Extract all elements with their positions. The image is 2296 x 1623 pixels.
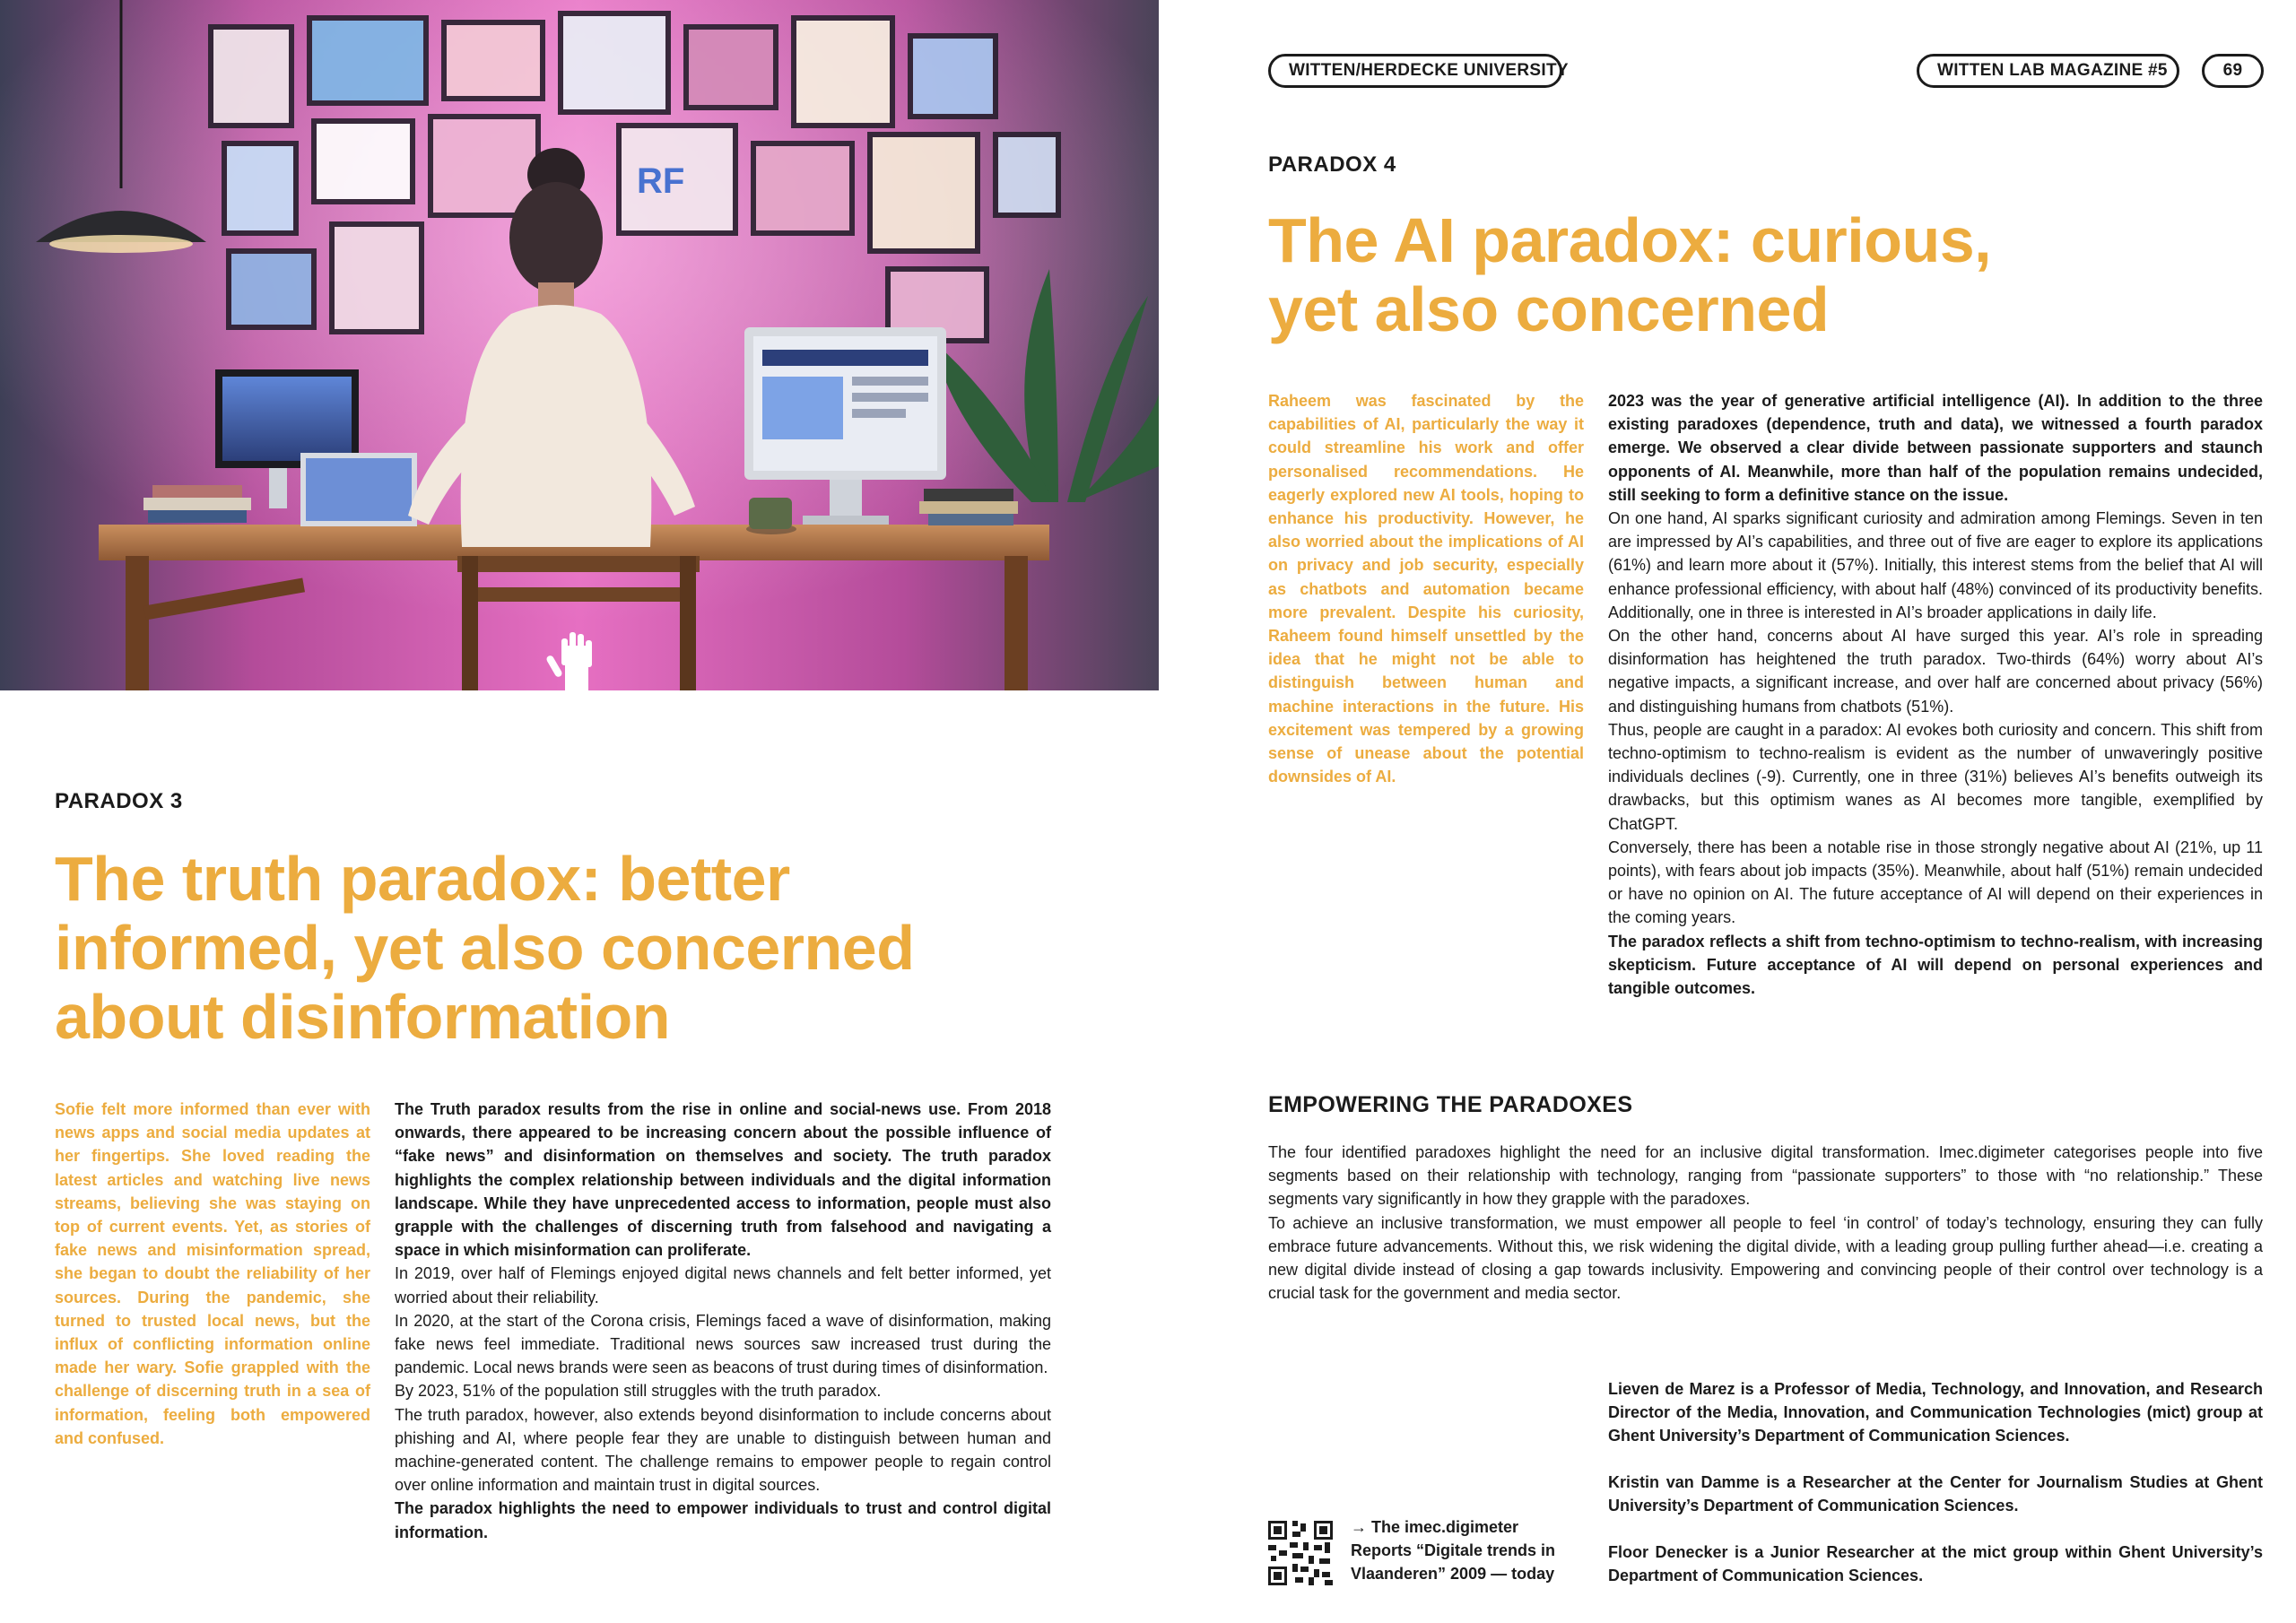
paradox3-paragraph: The truth paradox, however, also extends beyond disinformation to include concerns about phishing and AI, where people fear they are unable to distinguish between human and machine-generated content. The challenge remains to empower people to regain control over online information and maintain trust in digital sources. bbox=[395, 1405, 1051, 1495]
paradox3-intro: The Truth paradox results from the rise in online and social-news use. From 2018 onwards, there appeared to be increasing concern about the possible influence of “fake news” and disinformation on themselves and society. The truth paradox highlights the complex relationship between individuals and the digital information landscape. While they have unprecedented access to information, people must also grapple with the challenges of discerning truth from falsehood and navigating a space in which misinformation can proliferate. bbox=[395, 1100, 1051, 1260]
paradox3-conclusion: The paradox highlights the need to empower individuals to trust and control digital information. bbox=[395, 1499, 1051, 1541]
headline-line: The AI paradox: curious, bbox=[1268, 205, 1992, 275]
paradox3-paragraph: By 2023, 51% of the population still struggles with the truth paradox. bbox=[395, 1382, 882, 1401]
empowering-paragraph: To achieve an inclusive transformation, we must empower all people to feel ‘in control’ of today’s technology, ensuring they can fully embrace future advancements. Without this, we risk widening the digital divide, with a leading group pulling further ahead—i.e. creating a new digital divide instead of closing a gap towards inclusivity. Empowering and convincing people of their control over technology is a crucial task for the government and media sector. bbox=[1268, 1213, 2263, 1303]
author-bio: Floor Denecker is a Junior Researcher at the mict group within Ghent University’s Department of Communication Sciences. bbox=[1608, 1543, 2263, 1585]
paradox4-paragraph: On one hand, AI sparks significant curiosity and admiration among Flemings. Seven in ten are impressed by AI’s capabilities, and three out of five are eager to explore its applications (61%) and learn more about it (57%). Initially, this interest stems from the belief that AI will enhance professional efficiency, with about half (48%) convinced of its productivity benefits. Additionally, one in three is interested in AI’s broader applications in daily life. bbox=[1608, 509, 2263, 621]
paradox4-paragraph: On the other hand, concerns about AI have surged this year. AI’s role in spreading disinformation has heightened the truth paradox. Two-thirds (64%) worry about AI’s negative impacts, a significant increase, and over half are concerned about privacy (56%) and distinguishing humans from chatbots (51%). bbox=[1608, 627, 2263, 716]
author-bio: Lieven de Marez is a Professor of Media, Technology, and Innovation, and Research Director of the Media, Innovation, and Communication Technologies (mict) group at Ghent University’s Department of Communication Sciences. bbox=[1608, 1380, 2263, 1445]
paradox3-kicker: PARADOX 3 bbox=[55, 789, 183, 813]
empowering-heading: EMPOWERING THE PARADOXES bbox=[1268, 1092, 1633, 1117]
paradox3-headline bbox=[55, 845, 1086, 1052]
paradox3-body bbox=[395, 1098, 1051, 1544]
laptop bbox=[300, 453, 417, 526]
paradox4-kicker: PARADOX 4 bbox=[1268, 152, 1396, 177]
paradox4-intro: 2023 was the year of generative artificial intelligence (AI). In addition to the three existing paradoxes (dependence, truth and data), we witnessed a fourth paradox emerge. We observed a clear divide between passionate supporters and staunch opponents of AI. Meanwhile, more than half of the population remains undecided, still seeking to form a definitive stance on the issue. bbox=[1608, 392, 2263, 504]
paradox4-paragraph: Thus, people are caught in a paradox: AI evokes both curiosity and concern. This shift from techno-optimism to techno-realism is evident as the number of unwaveringly positive individuals declines (-9). Currently, one in three (31%) believes AI’s benefits outweigh its drawbacks, but this optimism wanes as AI becomes more tangible, exemplified by ChatGPT. bbox=[1608, 720, 2263, 833]
paradox4-paragraph: Conversely, there has been a notable rise in those strongly negative about AI (21%, up 11 points), with fears about job impacts (35%). Meanwhile, about half (51%) remain undecided or have no opinion on AI. The future acceptance of AI will depend on their experiences in the coming years. bbox=[1608, 838, 2263, 927]
empowering-body bbox=[1268, 1141, 2263, 1305]
empowering-paragraph: The four identified paradoxes highlight the need for an inclusive digital transformation. Imec.digimeter categorises people into five segments based on their relationship with technology, ranging from “passionate supporters” to those with “no relationship.” These segments vary significantly in how they grapple with the paradoxes. bbox=[1268, 1143, 2263, 1209]
headline-line: The truth paradox: better bbox=[55, 844, 790, 914]
reference-link[interactable] bbox=[1351, 1515, 1555, 1586]
paradox3-paragraph: In 2020, at the start of the Corona crisis, Flemings faced a wave of disinformation, making fake news feel immediate. Traditional news sources saw increased trust during the pandemic. Local news brands were seen as beacons of trust during times of disinformation. bbox=[395, 1311, 1051, 1377]
paradox4-headline bbox=[1268, 206, 2255, 344]
paradox4-conclusion: The paradox reflects a shift from techno-optimism to techno-realism, with increasing skepticism. Future acceptance of AI will depend on personal experiences and tangible outcomes. bbox=[1608, 932, 2263, 998]
hero-photo bbox=[0, 0, 1159, 690]
wall-sign-text: RF bbox=[637, 161, 685, 201]
paradox3-paragraph: In 2019, over half of Flemings enjoyed digital news channels and felt better informed, yet worried about their reliability. bbox=[395, 1264, 1051, 1306]
reference-line: Reports “Digitale trends in bbox=[1351, 1541, 1556, 1560]
qr-code-icon[interactable] bbox=[1268, 1521, 1333, 1585]
page-number-pill: 69 bbox=[2202, 54, 2264, 88]
headline-line: informed, yet also concerned bbox=[55, 913, 915, 983]
headline-line: yet also concerned bbox=[1268, 274, 1830, 344]
paradox4-body bbox=[1608, 389, 2263, 1000]
reference-line: Vlaanderen” 2009 — today bbox=[1351, 1565, 1555, 1584]
paradox3-story: Sofie felt more informed than ever with news apps and social media updates at her fingertips. She loved reading the latest articles and watching live news streams, believing she was staying on top of current events. Yet, as stories of fake news and misinformation spread, she began to doubt the reliability of her sources. During the pandemic, she turned to trusted local news, but the influx of conflicting information online made her wary. Sofie grappled with the challenge of discerning truth in a sea of information, feeling both empowered and confused. bbox=[55, 1100, 370, 1447]
author-bio: Kristin van Damme is a Researcher at the Center for Journalism Studies at Ghent University’s Department of Communication Sciences. bbox=[1608, 1473, 2263, 1515]
magazine-pill: WITTEN LAB MAGAZINE #5 bbox=[1917, 54, 2179, 88]
university-pill: WITTEN/HERDECKE UNIVERSITY bbox=[1268, 54, 1562, 88]
headline-line: about disinformation bbox=[55, 982, 671, 1052]
paradox4-story: Raheem was fascinated by the capabilities of AI, particularly the way it could streamline his work and offer personalised recommendations. He eagerly explored new AI tools, hoping to enhance his productivity. However, he also worried about the implications of AI on privacy and job security, especially as chatbots and automation became more prevalent. Despite his curiosity, Raheem found himself unsettled by the idea that he might not be able to distinguish between human and machine interactions in the future. His excitement was tempered by a growing sense of unease about the potential downsides of AI. bbox=[1268, 392, 1584, 786]
reference-line: → The imec.digimeter bbox=[1351, 1518, 1519, 1536]
